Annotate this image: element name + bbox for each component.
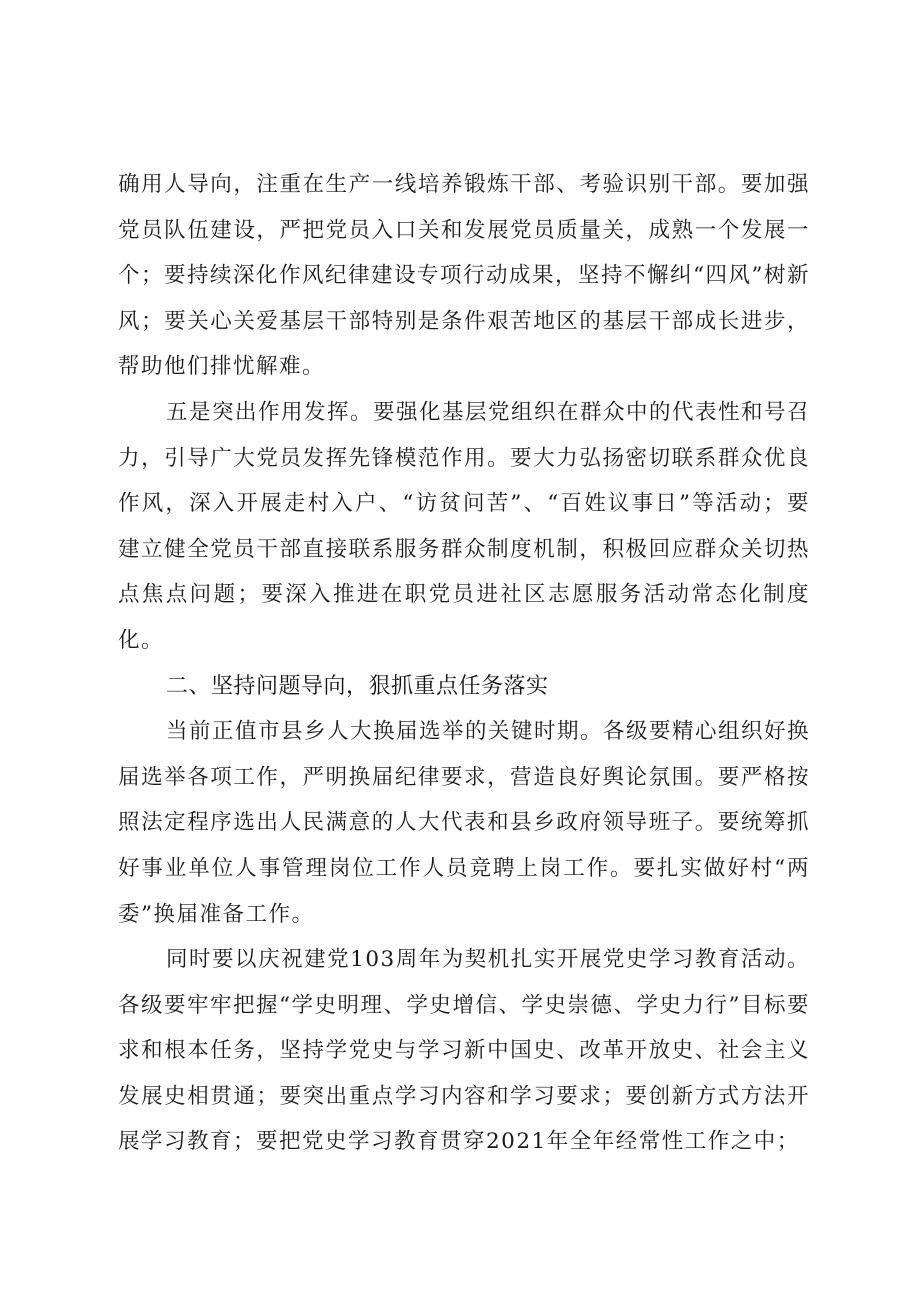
section-heading-2: 二、坚持问题导向，狠抓重点任务落实: [166, 673, 549, 699]
paragraph-role-play: 五是突出作用发挥。要强化基层党组织在群众中的代表性和号召力，引导广大党员发挥先锋模范作用。要大力弘扬密切联系群众优良作风，深入开展走村入户、“访贫问苦”、“百姓议事日”等活动；要建立健全党员干部直接联系服务群众制度机制，积极回应群众关切热点焦点问题；要深入推进在职党员进社区志愿服务活动常态化制度化。: [118, 399, 811, 653]
paragraph-continued: 确用人导向，注重在生产一线培养锻炼干部、考验识别干部。要加强党员队伍建设，严把党员入口关和发展党员质量关，成熟一个发展一个；要持续深化作风纪律建设专项行动成果，坚持不懈纠“四风”树新风；要关心关爱基层干部特别是条件艰苦地区的基层干部成长进步，帮助他们排忧解难。: [118, 172, 810, 380]
document-body: [118, 162, 810, 1165]
paragraph-election: 当前正值市县乡人大换届选举的关键时期。各级要精心组织好换届选举各项工作，严明换届纪律要求，营造良好舆论氛围。要严格按照法定程序选出人民满意的人大代表和县乡政府领导班子。要统筹抓好事业单位人事管理岗位工作人员竞聘上岗工作。要扎实做好村“两委”换届准备工作。: [118, 719, 811, 927]
paragraph-party-history: 同时要以庆祝建党103周年为契机扎实开展党史学习教育活动。各级要牢牢把握“学史明理、学史增信、学史崇德、学史力行”目标要求和根本任务，坚持学党史与学习新中国史、改革开放史、社会主义发展史相贯通；要突出重点学习内容和学习要求；要创新方式方法开展学习教育；要把党史学习教育贯穿2021年全年经常性工作之中；: [118, 947, 810, 1155]
